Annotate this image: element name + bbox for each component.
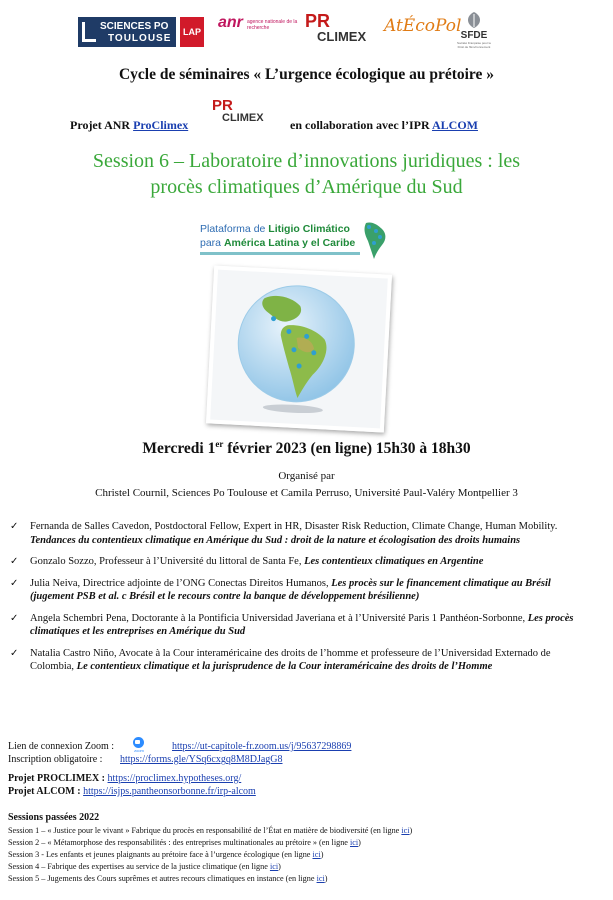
plataforma-litigio-logo [200, 219, 386, 261]
globe-illustration-icon [211, 270, 380, 420]
projet-line [70, 118, 188, 133]
latin-america-map-icon [360, 219, 390, 261]
speaker-who: Natalia Castro Niño, Avocate à la Cour interaméricaine des droits de l’homme et professeure de l’Universidad Externado de Colombia, [30, 647, 551, 672]
plataforma-line1 [200, 223, 350, 235]
sfde-logo-text: SFDE [460, 30, 488, 41]
event-date [0, 439, 613, 458]
proclimex-logo-inline [212, 98, 264, 124]
past-session-text: Session 2 – « Métamorphose des responsabilités : des entreprises multinationales au prétoire » (en ligne [8, 838, 350, 847]
date-pre: Mercredi 1 [142, 440, 216, 458]
zoom-camera-icon [135, 740, 140, 744]
speaker-talk: Les procès climatiques et les entreprises en Amérique du Sud [30, 612, 574, 637]
speaker-item [8, 612, 588, 639]
session-title-line2: procès climatiques d’Amérique du Sud [150, 176, 463, 198]
organisers: Christel Cournil, Sciences Po Toulouse et Camila Perruso, Université Paul-Valéry Montpellier 3 [95, 487, 518, 499]
zoom-icon[interactable] [130, 737, 148, 753]
session-title-line1: Session 6 – Laboratoire d’innovations juridiques : les [92, 150, 521, 172]
past-session-item: Session 4 – Fabrique des expertises au service de la justice climatique (en ligne ici) [8, 862, 281, 871]
sciences-po-mark-icon [82, 22, 96, 42]
anr-logo [218, 14, 298, 32]
past-session-text: Session 1 – « Justice pour le vivant » Fabrique du procès en responsabilité de l’État en matière de biodiversité (en ligne [8, 826, 402, 835]
past-session-link[interactable]: ici [312, 850, 321, 859]
speaker-talk: Tendances du contentieux climatique en Amérique du Sud : droit de la nature et écologisation des droits humains [30, 534, 521, 546]
sfde-logo-subtitle: Société Française pour le Droit de l'Environnement [456, 41, 492, 49]
session-title [0, 148, 613, 200]
globe-photo [206, 265, 392, 432]
anr-logo-subtitle: agence nationale de la recherche [247, 19, 298, 31]
sfde-leaf-icon [454, 10, 494, 30]
plataforma-line2-b: América Latina y el Caribe [223, 237, 356, 249]
lap-logo: LAP [180, 17, 204, 47]
proclimex-logo-bottom: CLIMEX [317, 29, 367, 44]
proclimex-inline-top: PR [212, 97, 233, 114]
anr-logo-text: anr [218, 14, 243, 31]
date-post: février 2023 (en ligne) 15h30 à 18h30 [223, 440, 471, 458]
speaker-who: Julia Neiva, Directrice adjointe de l’ONG Conectas Direitos Humanos, [30, 577, 332, 589]
speaker-item [8, 577, 588, 604]
date-sup: er [215, 439, 224, 449]
plataforma-line1-a: Plataforma de [200, 223, 269, 235]
past-session-item: Session 5 – Jugements des Cours suprêmes et autres recours climatiques en instance (en ligne ici) [8, 874, 328, 883]
speaker-item [8, 555, 588, 569]
speaker-who: Angela Schembri Pena, Doctorante à la Pontificia Universidad Javeriana et à l’Université Paris 1 Panthéon-Sorbonne, [30, 612, 528, 624]
speaker-talk: Les procès sur le financement climatique au Brésil (jugement PSB et al. c Brésil et le recours contre la banque de développement brésilienne) [30, 577, 551, 602]
alcom-project-label: Projet ALCOM : [8, 786, 84, 797]
past-session-link[interactable]: ici [316, 874, 325, 883]
cycle-title: Cycle de séminaires « L’urgence écologique au prétoire » [118, 66, 495, 83]
alcom-link[interactable]: ALCOM [431, 118, 478, 132]
plataforma-line1-b: Litigio Climático [268, 223, 350, 235]
collab-line [290, 118, 478, 133]
alcom-project-link[interactable]: https://isjps.pantheonsorbonne.fr/irp-alcom [83, 786, 256, 797]
checkmark-icon: ✓ [10, 612, 19, 624]
zoom-label: Lien de connexion Zoom : [8, 741, 115, 752]
past-sessions-heading: Sessions passées 2022 [8, 812, 100, 823]
speaker-list [8, 520, 588, 682]
sciences-po-logo-line2: TOULOUSE [108, 33, 172, 44]
past-session-text: Session 5 – Jugements des Cours suprêmes et autres recours climatiques en instance (en ligne [8, 874, 317, 883]
sciences-po-toulouse-logo [78, 17, 176, 47]
proclimex-project-line [8, 773, 241, 784]
speaker-talk: Le contentieux climatique et la jurisprudence de la Cour interaméricaine des droits de l’Homme [76, 661, 493, 672]
plataforma-underline [200, 252, 360, 255]
plataforma-line2-a: para [200, 237, 224, 249]
collab-text: en collaboration avec l’IPR [290, 118, 432, 132]
plataforma-line2 [200, 237, 355, 249]
proclimex-project-link[interactable]: https://proclimex.hypotheses.org/ [107, 773, 242, 784]
zoom-icon-label: zoom [134, 748, 144, 753]
speaker-item [8, 647, 588, 674]
inscription-link[interactable]: https://forms.gle/YSq6cxgq8M8DJagG8 [120, 754, 283, 765]
past-session-text: Session 3 - Les enfants et jeunes plaignants au prétoire face à l’urgence écologique (en ligne [8, 850, 313, 859]
organise-label: Organisé par [278, 470, 335, 482]
checkmark-icon: ✓ [10, 521, 19, 532]
past-session-item: Session 3 - Les enfants et jeunes plaignants au prétoire face à l’urgence écologique (en ligne ici) [8, 850, 324, 859]
sciences-po-logo-line1: SCIENCES PO [100, 21, 169, 32]
speaker-who: Fernanda de Salles Cavedon, Postdoctoral Fellow, Expert in HR, Disaster Risk Reduction, Climate Change, Human Mobility. [30, 521, 558, 532]
speaker-who: Gonzalo Sozzo, Professeur à l’Université du littoral de Santa Fe, [30, 556, 305, 567]
proclimex-inline-bottom: CLIMEX [222, 112, 264, 124]
proclimex-logo-top: PR [305, 11, 331, 31]
checkmark-icon: ✓ [10, 556, 19, 567]
inscription-label: Inscription obligatoire : [8, 754, 103, 765]
alcom-project-line [8, 786, 256, 797]
proclimex-project-label: Projet PROCLIMEX : [8, 773, 108, 784]
proclimex-link[interactable]: ProClimex [133, 118, 189, 132]
sfde-logo [454, 10, 494, 49]
past-session-link[interactable]: ici [269, 862, 279, 871]
past-session-text: Session 4 – Fabrique des expertises au service de la justice climatique (en ligne [8, 862, 270, 871]
checkmark-icon: ✓ [10, 577, 19, 589]
speaker-item [8, 520, 588, 547]
past-session-link[interactable]: ici [401, 826, 410, 835]
zoom-link[interactable]: https://ut-capitole-fr.zoom.us/j/95637298869 [172, 741, 352, 752]
speaker-talk: Les contentieux climatiques en Argentine [304, 556, 484, 567]
past-session-link[interactable]: ici [349, 838, 359, 847]
atecopol-logo: AtÉcoPol [384, 16, 462, 36]
past-session-item: Session 2 – « Métamorphose des responsabilités : des entreprises multinationales au prétoire » (en ligne ici) [8, 838, 361, 847]
checkmark-icon: ✓ [10, 647, 19, 659]
proclimex-logo-header [305, 12, 366, 43]
projet-prefix: Projet ANR [70, 118, 134, 132]
past-session-item: Session 1 – « Justice pour le vivant » Fabrique du procès en responsabilité de l’État en matière de biodiversité (en ligne ici) [8, 826, 413, 835]
